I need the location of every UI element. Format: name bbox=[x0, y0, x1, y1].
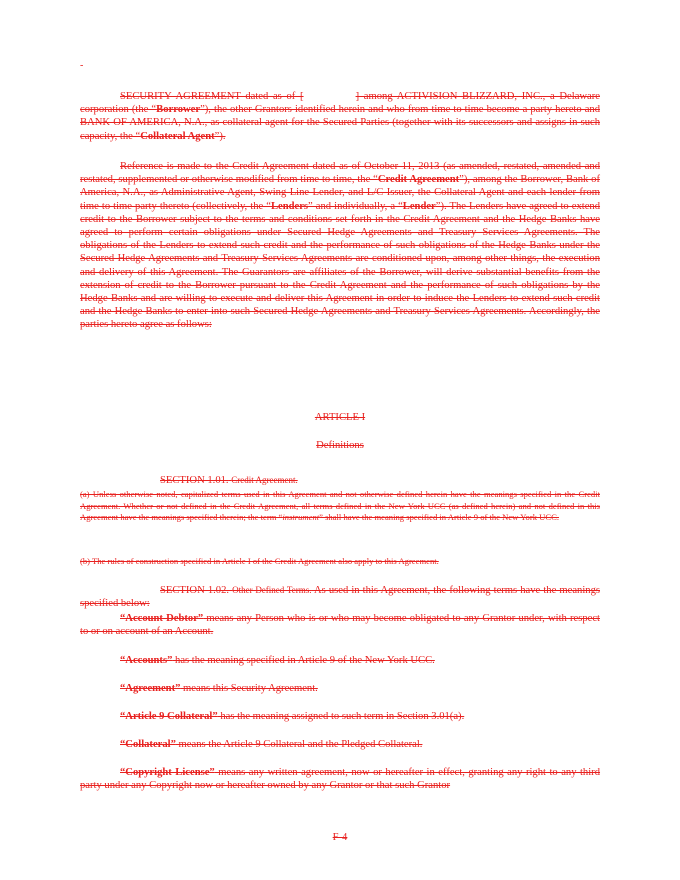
section-1-01-heading bbox=[80, 474, 600, 487]
preamble-text-4: ”). bbox=[214, 130, 226, 142]
instrument-term: instrument bbox=[282, 512, 320, 523]
margin-marker: - bbox=[80, 60, 84, 71]
section-1-02-paragraph bbox=[80, 584, 600, 610]
lenders-term: Lenders bbox=[270, 200, 309, 212]
definition-accounts bbox=[80, 654, 600, 667]
definition-agreement bbox=[80, 682, 600, 695]
recital-paragraph bbox=[80, 160, 600, 332]
section-title: Credit Agreement. bbox=[231, 475, 298, 485]
recital-text-4: ”). The Lenders have agreed to extend credit to the Borrower subject to the terms and conditions set forth in the Credit Agreement and the Hedge Banks have agreed to perform certain obligations under Secured Hedge Agreements and Treasury Services Agreements. The obligations of the Lenders to extend such credit and the performance of such obligations of the Hedge Banks under the Secured Hedge Agreements and Treasury Services Agreements are conditioned upon, among other things, the execution and delivery of this Agreement. The Guarantors are affiliates of the Borrower, will derive substantial benefits from the extension of credit to the Borrower pursuant to the Credit Agreement and the performance of such obligations by the Hedge Banks and are willing to execute and deliver this Agreement in order to induce the Lenders to extend such credit and the Hedge Banks to enter into such Secured Hedge Agreements and Treasury Services Agreements. Accordingly, the parties hereto agree as follows: bbox=[80, 200, 601, 331]
preamble-text-3: ”), the other Grantors identified herein and who from time to time become a party hereto and BANK OF AMERICA, N.A., as collateral agent for the Secured Parties (together with its successors and assigns in such capacity, the “ bbox=[80, 104, 600, 142]
definition-text: means the Article 9 Collateral and the Pledged Collateral. bbox=[175, 739, 423, 750]
section-number: SECTION 1.02. bbox=[160, 585, 230, 596]
section-title: Other Defined Terms. bbox=[232, 585, 312, 595]
credit-agreement-term: Credit Agreement bbox=[377, 174, 460, 186]
definition-term: “Account Debtor” bbox=[120, 613, 204, 624]
article-number: ARTICLE I bbox=[314, 412, 366, 423]
clause-a-end: ” shall have the meaning specified in Article 9 of the New York UCC. bbox=[319, 512, 559, 523]
definition-text: means any Person who is or who may become obligated to any Grantor under, with respect to or on account of an Account. bbox=[80, 613, 600, 638]
definition-text: means this Security Agreement. bbox=[180, 683, 318, 694]
section-1-01-a bbox=[80, 489, 600, 524]
definition-term: “Copyright License” bbox=[120, 767, 215, 778]
section-number: SECTION 1.01. bbox=[160, 475, 229, 486]
definition-text: has the meaning specified in Article 9 of the New York UCC. bbox=[172, 655, 435, 666]
recital-text-2: ”), among the Borrower, Bank of America, N.A., as Administrative Agent, Swing Line Lender, and L/C Issuer, the Collateral Agent and each lender from time to time party thereto (collectively, the “ bbox=[80, 174, 601, 212]
article-title: Definitions bbox=[316, 440, 364, 451]
recital-text-3: ” and individually, a “ bbox=[308, 200, 403, 212]
definition-copyright-license bbox=[80, 766, 600, 792]
section-intro: As used in this Agreement, the following terms have the meanings specified below: bbox=[80, 585, 600, 610]
definition-term: “Accounts” bbox=[120, 655, 173, 666]
section-1-01-b: (b) The rules of construction specified in Article I of the Credit Agreement also apply to this Agreement. bbox=[80, 556, 439, 566]
borrower-term: Borrower bbox=[156, 104, 201, 116]
definition-text: has the meaning assigned to such term in Section 3.01(a). bbox=[217, 711, 465, 722]
definition-text: means any written agreement, now or hereafter in effect, granting any right to any third party under any Copyright now or hereafter owned by any Grantor or that such Grantor bbox=[80, 767, 601, 792]
collateral-agent-term: Collateral Agent bbox=[140, 130, 215, 142]
definition-term: “Article 9 Collateral” bbox=[120, 711, 218, 722]
preamble-paragraph bbox=[80, 90, 600, 143]
recital-text-1: Reference is made to the Credit Agreement dated as of October 11, 2013 (as amended, restated, amended and restated, supplemented or otherwise modified from time to time, the “ bbox=[80, 161, 600, 186]
preamble-text-2: ] among ACTIVISION BLIZZARD, INC., a Delaware corporation (the “ bbox=[80, 91, 600, 116]
definition-collateral bbox=[80, 738, 600, 751]
preamble-text-1: SECURITY AGREEMENT dated as of [ bbox=[120, 91, 304, 102]
definition-account-debtor bbox=[80, 612, 600, 638]
lender-term: Lender bbox=[402, 200, 436, 212]
definition-article-9-collateral bbox=[80, 710, 600, 723]
definition-term: “Collateral” bbox=[120, 739, 176, 750]
definition-term: “Agreement” bbox=[120, 683, 181, 694]
clause-a-text: (a) Unless otherwise noted, capitalized terms used in this Agreement and not otherwise defined herein have the meanings specified in the Credit Agreement. Whether or not defined in the Credit Agreement, all terms defined in the New York UCC (as defined herein) and not defined in this Agreement have the meanings specified therein; the term “ bbox=[80, 489, 600, 523]
page-number: F-4 bbox=[332, 832, 348, 843]
